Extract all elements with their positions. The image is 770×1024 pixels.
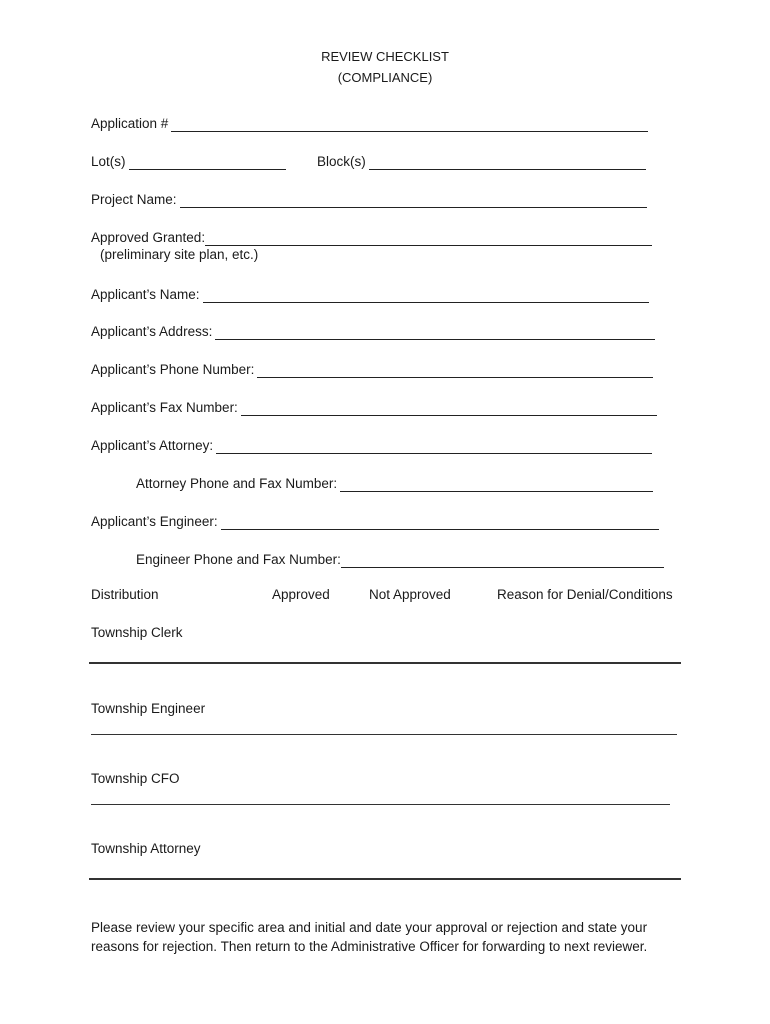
page-subtitle: (COMPLIANCE) <box>337 70 433 85</box>
application-number-row <box>91 114 648 132</box>
applicant-phone-field[interactable] <box>257 363 653 378</box>
township-attorney-line[interactable] <box>89 878 681 880</box>
attorney-phone-fax-label: Attorney Phone and Fax Number: <box>136 476 338 491</box>
blocks-row <box>317 152 646 170</box>
approved-granted-label: Approved Granted: <box>91 230 206 245</box>
applicant-fax-label: Applicant’s Fax Number: <box>91 400 238 415</box>
engineer-phone-fax-field[interactable] <box>341 553 664 568</box>
township-engineer-label: Township Engineer <box>91 701 206 716</box>
lots-row <box>91 152 286 170</box>
page-title: REVIEW CHECKLIST <box>321 49 449 64</box>
township-cfo-line[interactable] <box>91 804 670 805</box>
approved-granted-hint: (preliminary site plan, etc.) <box>100 247 259 262</box>
township-attorney-label: Township Attorney <box>91 841 201 856</box>
applicant-address-field[interactable] <box>215 325 655 340</box>
approved-granted-row <box>91 228 652 246</box>
not-approved-header: Not Approved <box>369 587 451 602</box>
applicant-address-row <box>91 322 655 340</box>
approved-header: Approved <box>272 587 330 602</box>
approved-granted-field[interactable] <box>205 231 652 246</box>
applicant-phone-row <box>91 360 653 378</box>
reason-header: Reason for Denial/Conditions <box>497 587 673 602</box>
lots-field[interactable] <box>129 155 286 170</box>
applicant-engineer-label: Applicant’s Engineer: <box>91 514 218 529</box>
project-name-row <box>91 190 647 208</box>
blocks-field[interactable] <box>369 155 646 170</box>
attorney-phone-fax-row <box>136 474 653 492</box>
lots-label: Lot(s) <box>91 154 126 169</box>
township-cfo-label: Township CFO <box>91 771 180 786</box>
review-instructions: Please review your specific area and initial and date your approval or rejection and state your reasons for rejection. Then return to the Administrative Officer for forwarding to next reviewer. <box>91 920 648 954</box>
township-engineer-line[interactable] <box>91 734 677 735</box>
applicant-fax-field[interactable] <box>241 401 657 416</box>
applicant-name-field[interactable] <box>203 288 649 303</box>
township-clerk-line[interactable] <box>89 662 681 664</box>
township-clerk-label: Township Clerk <box>91 625 183 640</box>
applicant-phone-label: Applicant’s Phone Number: <box>91 362 255 377</box>
application-number-label: Application # <box>91 116 169 131</box>
project-name-label: Project Name: <box>91 192 177 207</box>
applicant-attorney-field[interactable] <box>216 439 652 454</box>
applicant-name-row <box>91 285 649 303</box>
applicant-attorney-label: Applicant’s Attorney: <box>91 438 214 453</box>
attorney-phone-fax-field[interactable] <box>340 477 653 492</box>
applicant-address-label: Applicant’s Address: <box>91 324 213 339</box>
engineer-phone-fax-row <box>136 550 664 568</box>
project-name-field[interactable] <box>180 193 647 208</box>
applicant-engineer-row <box>91 512 659 530</box>
applicant-fax-row <box>91 398 657 416</box>
applicant-name-label: Applicant’s Name: <box>91 287 200 302</box>
distribution-header: Distribution <box>91 587 159 602</box>
applicant-engineer-field[interactable] <box>221 515 659 530</box>
applicant-attorney-row <box>91 436 652 454</box>
engineer-phone-fax-label: Engineer Phone and Fax Number: <box>136 552 341 567</box>
application-number-field[interactable] <box>171 117 648 132</box>
blocks-label: Block(s) <box>317 154 366 169</box>
